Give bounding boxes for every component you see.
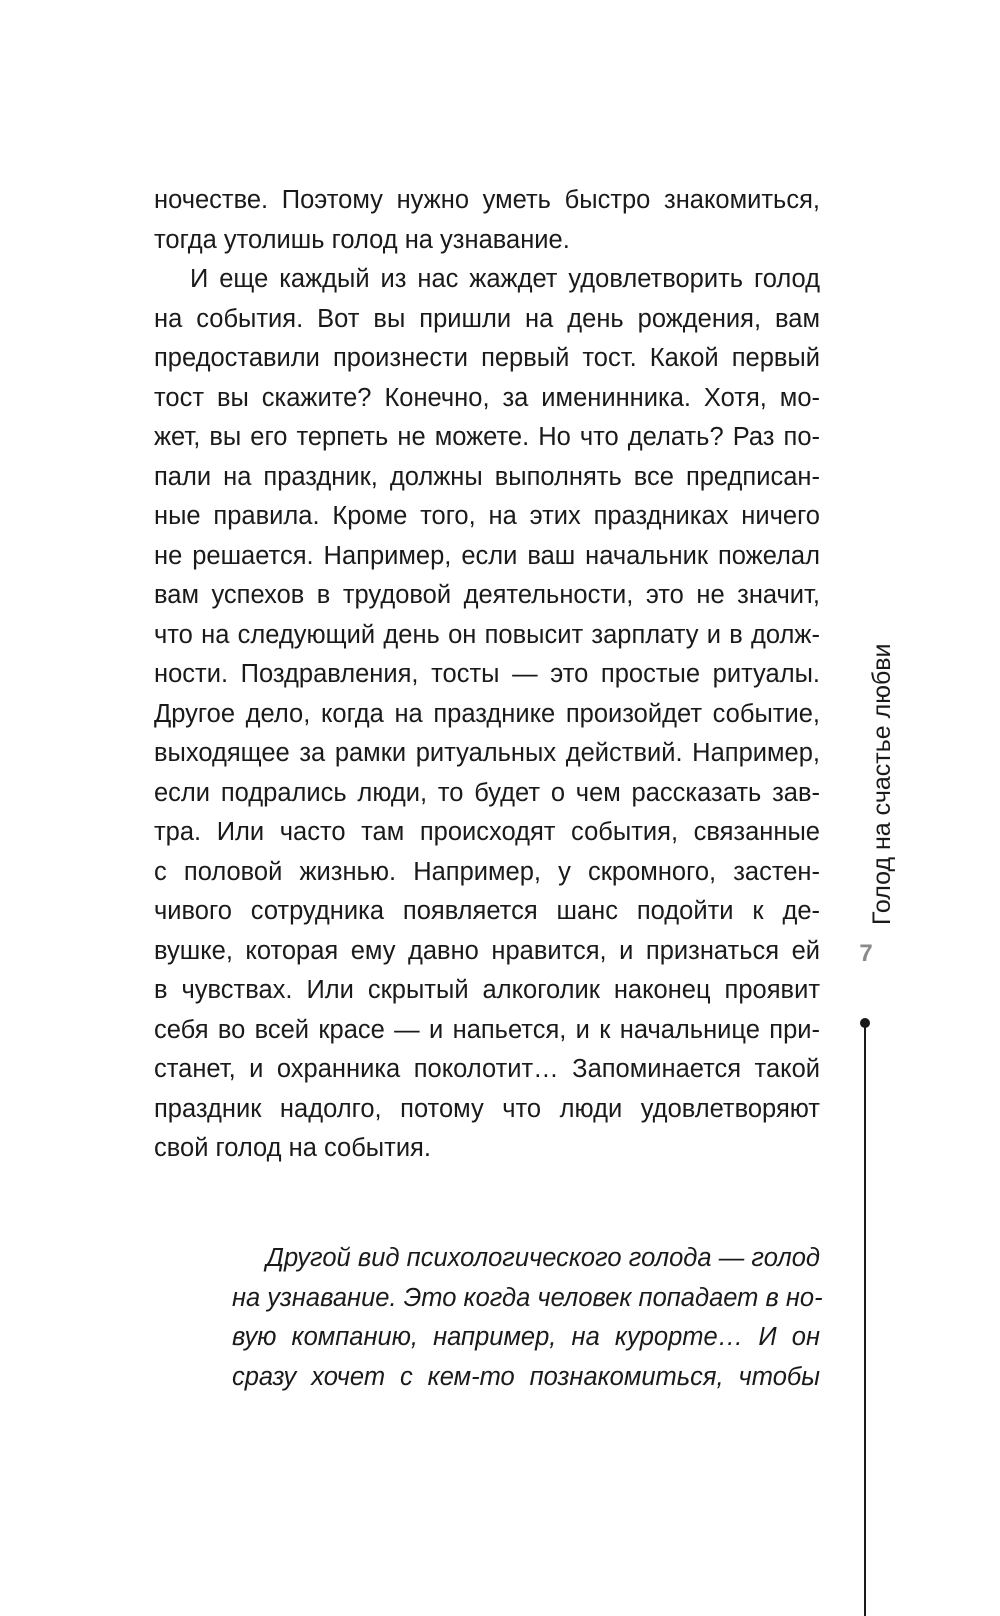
quote-line: Другой вид психологического голода — голод: [266, 1244, 820, 1272]
text-line: ности. Поздравления, тосты — это простые ритуалы.: [154, 660, 820, 688]
text-line: И еще каждый из нас жаждет удовлетворить голод: [190, 265, 820, 293]
running-head: Голод на счастье любви: [868, 643, 896, 925]
text-line: пали на праздник, должны выполнять все предписан-: [154, 462, 820, 491]
text-line: что на следующий день он повысит зарплату и в долж-: [154, 620, 820, 649]
quote-line: на узнавание. Это когда человек попадает в но-: [232, 1283, 823, 1312]
text-line: тогда утолишь голод на узнавание.: [154, 225, 570, 254]
text-line: вушке, которая ему давно нравится, и признаться ей: [154, 936, 820, 965]
quote-line: сразу хочет с кем-то познакомиться, чтобы: [232, 1362, 820, 1391]
text-line: Другое дело, когда на празднике произойдет событие,: [154, 699, 820, 728]
text-line: тра. Или часто там происходят события, связанные: [154, 818, 820, 846]
text-line: праздник надолго, потому что люди удовлетворяют: [154, 1094, 820, 1123]
text-line: себя во всей красе — и напьется, и к начальнице при-: [154, 1015, 820, 1044]
text-line: свой голод на события.: [154, 1134, 431, 1162]
page-number: 7: [859, 940, 873, 967]
text-line: на события. Вот вы пришли на день рождения, вам: [154, 304, 820, 333]
text-line: не решается. Например, если ваш начальник пожелал: [154, 541, 820, 570]
text-line: вам успехов в трудовой деятельности, это не значит,: [154, 581, 820, 609]
text-line: с половой жизнью. Например, у скромного, застен-: [154, 857, 820, 886]
quote-line: вую компанию, например, на курорте… И он: [232, 1323, 820, 1351]
text-line: тост вы скажите? Конечно, за именинника. Хотя, мо-: [154, 383, 820, 412]
text-line: ночестве. Поэтому нужно уметь быстро знакомиться,: [154, 186, 820, 214]
text-line: станет, и охранника поколотит… Запоминается такой: [154, 1055, 820, 1083]
text-line: жет, вы его терпеть не можете. Но что делать? Раз по-: [154, 423, 820, 451]
text-line: предоставили произнести первый тост. Какой первый: [154, 344, 820, 372]
margin-rule: [864, 1024, 866, 1616]
text-line: в чувствах. Или скрытый алкоголик наконец проявит: [154, 976, 820, 1004]
text-line: чивого сотрудника появляется шанс подойти к де-: [154, 897, 820, 925]
text-line: если подрались люди, то будет о чем рассказать зав-: [154, 778, 820, 807]
text-line: выходящее за рамки ритуальных действий. Например,: [154, 739, 820, 767]
text-line: ные правила. Кроме того, на этих праздниках ничего: [154, 502, 820, 530]
